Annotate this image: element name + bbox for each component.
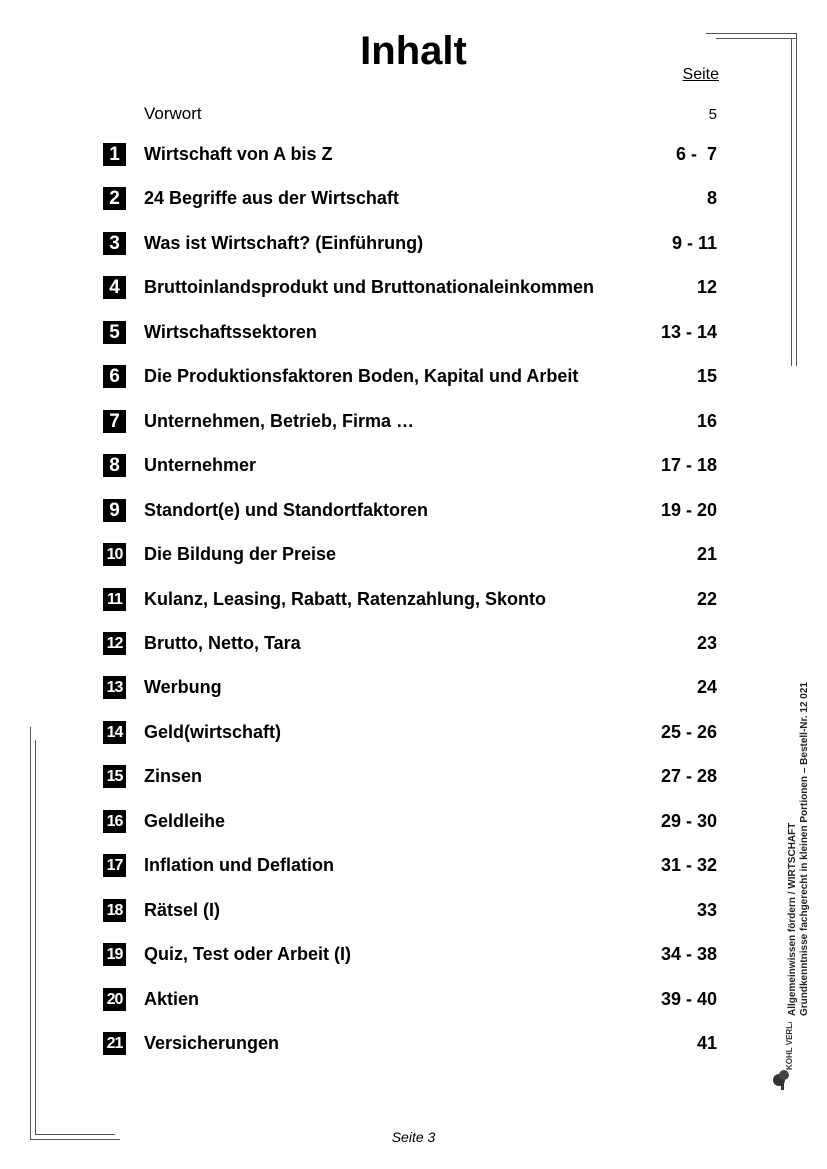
frame-line-top-right-h2 — [716, 38, 796, 39]
chapter-pages: 17 - 18 — [660, 455, 717, 475]
toc-entry — [0, 721, 827, 745]
toc-entry — [0, 365, 827, 389]
toc-entry — [0, 854, 827, 878]
chapter-title: Die Produktionsfaktoren Boden, Kapital und Arbeit — [144, 366, 579, 386]
toc-entry — [0, 276, 827, 300]
chapter-number: 21 — [103, 1032, 126, 1055]
chapter-number: 17 — [103, 854, 126, 877]
chapter-title: Was ist Wirtschaft? (Einführung) — [144, 233, 424, 253]
chapter-number: 15 — [103, 765, 126, 788]
chapter-title: Inflation und Deflation — [144, 855, 334, 875]
toc-entry — [0, 676, 827, 700]
frame-line-top-right-h — [706, 33, 796, 34]
frame-line-right-v — [791, 38, 792, 366]
side-note-line1: Allgemeinwissen fördern / WIRTSCHAFT — [787, 822, 798, 1016]
toc-entry — [0, 321, 827, 345]
chapter-number: 1 — [103, 143, 126, 166]
toc-entry — [0, 943, 827, 967]
publisher-name: KOHL VERLAG — [785, 1022, 794, 1070]
side-note — [787, 682, 811, 1016]
chapter-pages: 41 — [696, 1033, 717, 1053]
toc-entry — [0, 454, 827, 478]
toc-entry — [0, 143, 827, 167]
chapter-number: 9 — [103, 499, 126, 522]
chapter-title: Brutto, Netto, Tara — [144, 633, 301, 653]
chapter-title: Unternehmen, Betrieb, Firma … — [144, 411, 415, 431]
chapter-pages: 29 - 30 — [660, 811, 717, 831]
chapter-pages: 6 - 7 — [675, 144, 717, 164]
toc-entry — [0, 499, 827, 523]
chapter-pages: 9 - 11 — [671, 233, 717, 253]
frame-line-left-v2 — [35, 740, 36, 1135]
chapter-pages: 34 - 38 — [660, 944, 717, 964]
chapter-pages: 23 — [696, 633, 717, 653]
chapter-number: 13 — [103, 676, 126, 699]
chapter-number: 5 — [103, 321, 126, 344]
toc-entry — [0, 187, 827, 211]
chapter-number: 4 — [103, 276, 126, 299]
toc-entry — [0, 899, 827, 923]
chapter-title: Wirtschaftssektoren — [144, 322, 317, 342]
chapter-title: Quiz, Test oder Arbeit (I) — [144, 944, 352, 964]
publisher-logo — [770, 1022, 800, 1092]
frame-line-right-v2 — [796, 33, 797, 366]
chapter-pages: 27 - 28 — [660, 766, 717, 786]
frame-line-left-v — [30, 727, 31, 1140]
chapter-number: 11 — [103, 588, 126, 611]
chapter-title: Versicherungen — [144, 1033, 280, 1053]
preface-pages: 5 — [708, 106, 717, 123]
toc-entry — [0, 632, 827, 656]
page-column-header: Seite — [682, 66, 719, 83]
chapter-pages: 31 - 32 — [660, 855, 717, 875]
chapter-pages: 15 — [696, 366, 717, 386]
chapter-pages: 39 - 40 — [660, 989, 717, 1009]
chapter-number: 10 — [103, 543, 126, 566]
toc-entry — [0, 543, 827, 567]
chapter-title: 24 Begriffe aus der Wirtschaft — [144, 188, 399, 208]
chapter-number: 16 — [103, 810, 126, 833]
toc-entry — [0, 588, 827, 612]
toc-entry — [0, 810, 827, 834]
chapter-number: 3 — [103, 232, 126, 255]
chapter-pages: 24 — [696, 677, 717, 697]
side-note-line2: Grundkenntnisse fachgerecht in kleinen Portionen – Bestell-Nr. 12 021 — [799, 682, 810, 1016]
chapter-number: 8 — [103, 454, 126, 477]
chapter-title: Standort(e) und Standortfaktoren — [144, 500, 428, 520]
chapter-pages: 25 - 26 — [660, 722, 717, 742]
chapter-number: 20 — [103, 988, 126, 1011]
chapter-title: Geldleihe — [144, 811, 226, 831]
preface-label: Vorwort — [144, 104, 202, 123]
chapter-pages: 16 — [696, 411, 717, 431]
toc-entry — [0, 1032, 827, 1056]
page-title: Inhalt — [360, 29, 467, 73]
chapter-title: Bruttoinlandsprodukt und Bruttonationaleinkommen — [144, 277, 594, 297]
page-footer: Seite 3 — [391, 1129, 436, 1145]
toc-entry — [0, 988, 827, 1012]
chapter-pages: 21 — [696, 544, 717, 564]
chapter-title: Rätsel (I) — [144, 900, 221, 920]
chapter-pages: 8 — [706, 188, 717, 208]
chapter-title: Zinsen — [144, 766, 203, 786]
chapter-pages: 22 — [696, 589, 717, 609]
toc-entry — [0, 410, 827, 434]
chapter-pages: 33 — [696, 900, 717, 920]
chapter-number: 2 — [103, 187, 126, 210]
toc-entry — [0, 765, 827, 789]
chapter-pages: 12 — [696, 277, 717, 297]
chapter-title: Kulanz, Leasing, Rabatt, Ratenzahlung, Skonto — [144, 589, 547, 609]
chapter-title: Die Bildung der Preise — [144, 544, 337, 564]
chapter-pages: 19 - 20 — [660, 500, 717, 520]
chapter-number: 7 — [103, 410, 126, 433]
chapter-number: 19 — [103, 943, 126, 966]
chapter-number: 18 — [103, 899, 126, 922]
chapter-number: 12 — [103, 632, 126, 655]
chapter-pages: 13 - 14 — [660, 322, 717, 342]
toc-entry — [0, 232, 827, 256]
tree-icon — [770, 1022, 800, 1092]
chapter-title: Aktien — [144, 989, 200, 1009]
chapter-number: 6 — [103, 365, 126, 388]
chapter-number: 14 — [103, 721, 126, 744]
chapter-title: Wirtschaft von A bis Z — [144, 144, 333, 164]
chapter-title: Geld(wirtschaft) — [144, 722, 282, 742]
chapter-title: Unternehmer — [144, 455, 257, 475]
chapter-title: Werbung — [144, 677, 222, 697]
